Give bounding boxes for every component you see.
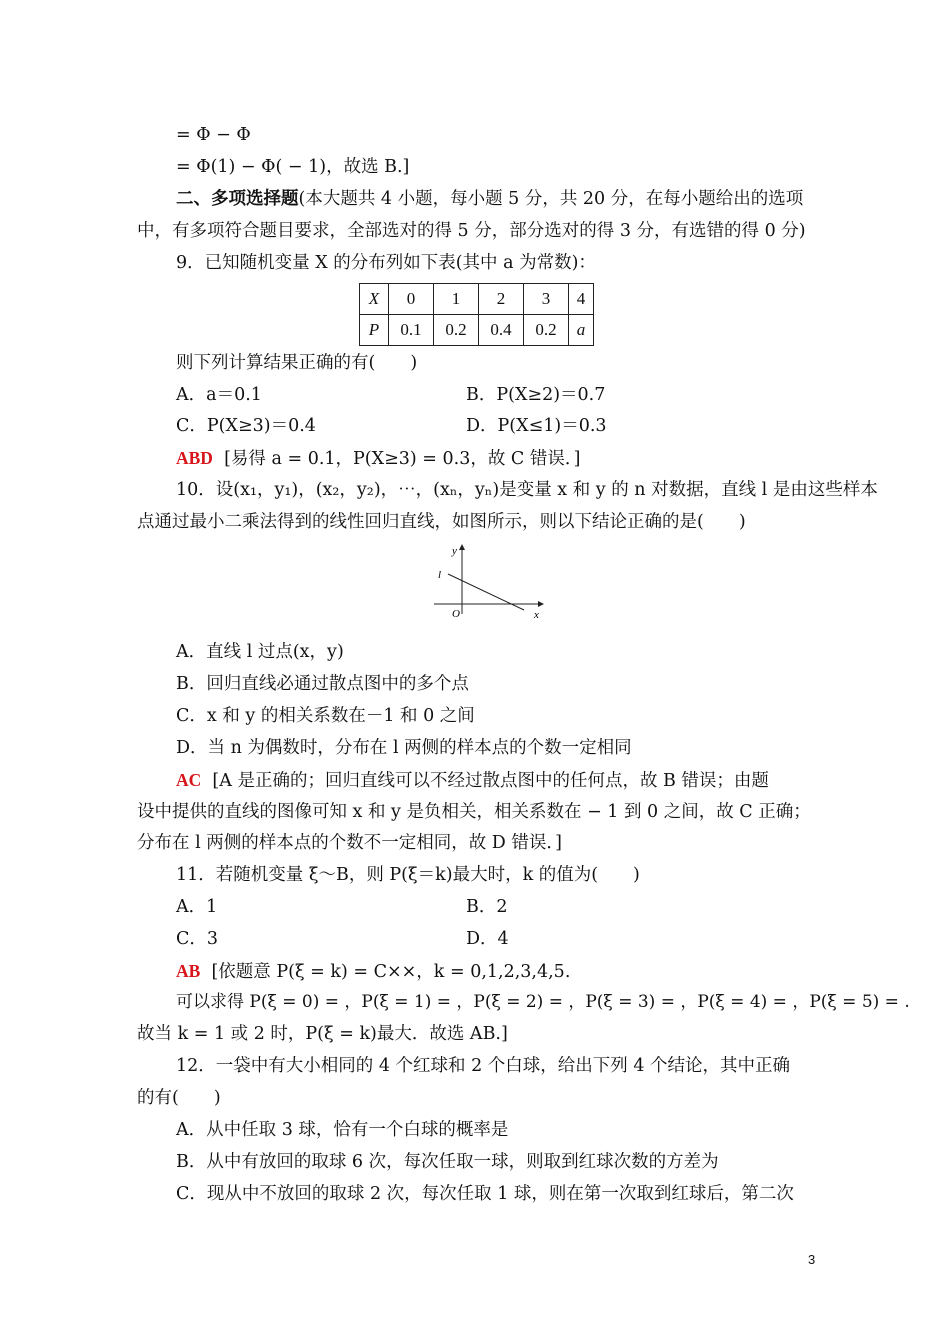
regression-line xyxy=(448,574,524,610)
answer-text: [依题意 P(ξ = k) = C××，k = 0,1,2,3,4,5. xyxy=(211,962,571,982)
option-9-a: A．a＝0.1 xyxy=(176,385,262,405)
option-9-b: B．P(X≥2)＝0.7 xyxy=(466,385,606,405)
table-cell: 4 xyxy=(569,284,594,315)
y-axis-label: y xyxy=(452,545,457,557)
question-9: 9．已知随机变量 X 的分布列如下表(其中 a 为常数)： xyxy=(176,253,596,273)
question-10-line-1: 10．设(x₁，y₁)，(x₂，y₂)，⋯，(xₙ，yₙ)是变量 x 和 y 的 n 对数据，直线 l 是由这些样本 xyxy=(176,480,878,500)
answer-key: ABD xyxy=(176,448,213,468)
question-12-line-1: 12．一袋中有大小相同的 4 个红球和 2 个白球，给出下列 4 个结论，其中正确 xyxy=(176,1056,791,1076)
answer-11-line-2: 可以求得 P(ξ = 0) = ，P(ξ = 1) = ，P(ξ = 2) = ，P(ξ = 3) = ，P(ξ = 4) = ，P(ξ = 5) = . xyxy=(176,992,910,1012)
answer-10-line-2: 设中提供的直线的图像可知 x 和 y 是负相关，相关系数在 − 1 到 0 之间，故 C 正确； xyxy=(137,802,811,822)
origin-label: O xyxy=(452,608,460,620)
regression-graph xyxy=(430,542,550,622)
line-label: l xyxy=(438,569,442,581)
section-title: 二、多项选择题 xyxy=(176,189,299,209)
y-axis-arrow xyxy=(459,544,465,550)
answer-text: [易得 a = 0.1，P(X≥3) = 0.3，故 C 错误．] xyxy=(224,449,581,469)
option-9-c: C．P(X≥3)＝0.4 xyxy=(176,416,316,436)
table-cell: P xyxy=(360,315,389,346)
section-header xyxy=(176,188,803,210)
distribution-table xyxy=(359,283,594,346)
answer-11-line-3: 故当 k = 1 或 2 时，P(ξ = k)最大．故选 AB.] xyxy=(137,1024,508,1044)
table-cell: 0.4 xyxy=(479,315,524,346)
option-11-a: A．1 xyxy=(176,897,218,917)
answer-10 xyxy=(176,769,769,792)
option-10-a: A．直线 l 过点(x，y) xyxy=(176,642,344,662)
line-phi-2: = Φ(1) − Φ( − 1)，故选 B.] xyxy=(176,157,410,177)
table-cell: 0.2 xyxy=(434,315,479,346)
answer-10-line-3: 分布在 l 两侧的样本点的个数不一定相同，故 D 错误．] xyxy=(137,833,562,853)
option-10-c: C．x 和 y 的相关系数在－1 和 0 之间 xyxy=(176,706,475,726)
option-11-c: C．3 xyxy=(176,929,219,949)
question-9-ask: 则下列计算结果正确的有( ) xyxy=(176,353,418,373)
answer-11 xyxy=(176,960,570,983)
option-9-d: D．P(X≤1)＝0.3 xyxy=(466,416,607,436)
table-cell: 0.2 xyxy=(524,315,569,346)
table-row xyxy=(360,284,594,315)
section-desc-2: 中，有多项符合题目要求，全部选对的得 5 分，部分选对的得 3 分，有选错的得 0 分) xyxy=(137,221,806,241)
table-cell: 2 xyxy=(479,284,524,315)
option-10-b: B．回归直线必通过散点图中的多个点 xyxy=(176,674,469,694)
x-axis-label: x xyxy=(534,609,539,621)
section-desc: (本大题共 4 小题，每小题 5 分，共 20 分，在每小题给出的选项 xyxy=(298,189,804,209)
option-12-c: C．现从中不放回的取球 2 次，每次任取 1 球，则在第一次取到红球后，第二次 xyxy=(176,1184,794,1204)
table-row xyxy=(360,315,594,346)
answer-key: AC xyxy=(176,770,202,790)
page-number: 3 xyxy=(808,1252,816,1267)
line-phi-1: = Φ − Φ xyxy=(176,125,251,145)
option-11-d: D．4 xyxy=(466,929,509,949)
table-cell: a xyxy=(569,315,594,346)
answer-9 xyxy=(176,447,580,470)
question-10-line-2: 点通过最小二乘法得到的线性回归直线，如图所示，则以下结论正确的是( ) xyxy=(137,512,746,532)
question-12-line-2: 的有( ) xyxy=(137,1088,221,1108)
option-11-b: B．2 xyxy=(466,897,508,917)
question-11: 11．若随机变量 ξ～B，则 P(ξ＝k)最大时，k 的值为( ) xyxy=(176,865,640,885)
x-axis-arrow xyxy=(538,601,544,607)
table-cell: X xyxy=(360,284,389,315)
table-cell: 0.1 xyxy=(389,315,434,346)
answer-key: AB xyxy=(176,961,201,981)
table-cell: 1 xyxy=(434,284,479,315)
table-cell: 0 xyxy=(389,284,434,315)
option-12-b: B．从中有放回的取球 6 次，每次任取一球，则取到红球次数的方差为 xyxy=(176,1152,719,1172)
option-10-d: D．当 n 为偶数时，分布在 l 两侧的样本点的个数一定相同 xyxy=(176,738,632,758)
table-cell: 3 xyxy=(524,284,569,315)
option-12-a: A．从中任取 3 球，恰有一个白球的概率是 xyxy=(176,1120,509,1140)
answer-text: [A 是正确的；回归直线可以不经过散点图中的任何点，故 B 错误；由题 xyxy=(212,771,769,791)
